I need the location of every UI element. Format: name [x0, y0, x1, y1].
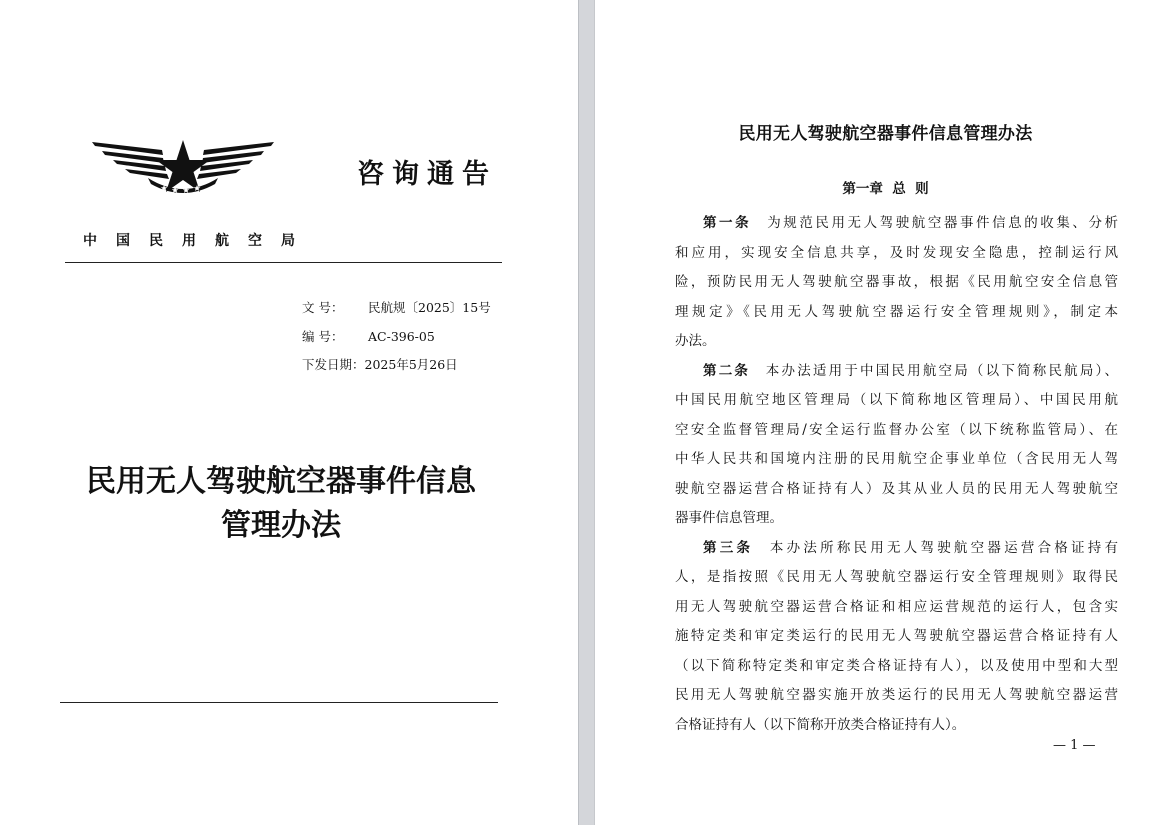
body-page — [595, 0, 1176, 825]
article-line — [675, 327, 1118, 357]
article-line — [675, 711, 1118, 741]
article-line — [675, 386, 1118, 416]
article-line — [675, 622, 1118, 652]
article-text: 驶航空器运营合格证持有人）及其从业人员的民用无人驾驶航空 — [675, 480, 1118, 497]
article-line — [675, 563, 1118, 593]
article-text: 和应用，实现安全信息共享，及时发现安全隐患，控制运行风 — [675, 244, 1118, 261]
caac-emblem-icon — [90, 138, 276, 196]
document-title-line: 管理办法 — [221, 508, 341, 543]
article-text: 合格证持有人（以下简称开放类合格证持有人）。 — [675, 716, 966, 733]
article-line — [675, 534, 1118, 564]
article-label: 第一条 — [703, 215, 752, 231]
article-paragraph — [675, 209, 1118, 357]
article-line — [675, 416, 1118, 446]
document-title-line: 民用无人驾驶航空器事件信息 — [86, 464, 476, 499]
doc-number-value: 民航规〔2025〕15号 — [368, 300, 491, 315]
article-line — [675, 445, 1118, 475]
article-line — [675, 652, 1118, 682]
page-gutter — [578, 0, 595, 825]
article-line — [675, 357, 1118, 387]
article-text: （以下简称特定类和审定类合格证持有人），以及使用中型和大型 — [675, 657, 1118, 674]
issuer-name: 中国民用航空局 — [83, 233, 314, 249]
article-line — [675, 475, 1118, 505]
article-line — [675, 681, 1118, 711]
article-line — [675, 239, 1118, 269]
issue-date-value: 2025年5月26日 — [364, 357, 458, 372]
article-line — [675, 504, 1118, 534]
article-paragraph — [675, 534, 1118, 741]
issue-date-label: 下发日期： — [302, 357, 365, 372]
divider-line — [60, 702, 498, 703]
article-text: 人，是指按照《民用无人驾驶航空器运行安全管理规则》取得民 — [675, 569, 1118, 585]
article-text: 空安全监督管理局/安全运行监督办公室（以下统称监管局）、在 — [675, 421, 1118, 438]
serial-number-row — [302, 323, 491, 352]
article-text: 险，预防民用无人驾驶航空器事故，根据《民用航空安全信息管 — [675, 274, 1118, 290]
article-label: 第二条 — [703, 362, 751, 379]
article-list — [675, 209, 1118, 740]
article-text: 本办法所称民用无人驾驶航空器运营合格证持有 — [766, 539, 1118, 556]
issue-date-row — [302, 351, 491, 380]
article-text: 民用无人驾驶航空器实施开放类运行的民用无人驾驶航空器运营 — [675, 687, 1118, 703]
article-text: 中华人民共和国境内注册的民用航空企事业单位（含民用无人驾 — [675, 451, 1118, 467]
article-paragraph — [675, 357, 1118, 534]
article-text: 用无人驾驶航空器运营合格证和相应运营规范的运行人，包含实 — [675, 598, 1118, 615]
cover-page — [0, 0, 578, 825]
article-line — [675, 298, 1118, 328]
article-line — [675, 268, 1118, 298]
article-line — [675, 593, 1118, 623]
notice-type-heading: 咨询通告 — [357, 159, 497, 190]
chapter-heading: 第一章 总 则 — [842, 181, 929, 197]
page-number: — 1 — — [1053, 738, 1096, 753]
serial-number-value: AC-396-05 — [368, 328, 435, 344]
document-metadata — [302, 294, 491, 380]
article-text: 施特定类和审定类运行的民用无人驾驶航空器运营合格证持有人 — [675, 628, 1118, 644]
document-title — [60, 460, 502, 548]
body-title: 民用无人驾驶航空器事件信息管理办法 — [738, 124, 1033, 144]
doc-number-row — [302, 294, 491, 323]
article-text: 本办法适用于中国民用航空局（以下简称民航局）、 — [763, 362, 1119, 379]
article-text: 办法。 — [675, 333, 716, 349]
doc-number-label: 文 号： — [302, 300, 344, 315]
article-text: 为规范民用无人驾驶航空器事件信息的收集、分析 — [764, 215, 1119, 231]
divider-line — [65, 262, 502, 263]
article-text: 器事件信息管理。 — [675, 510, 783, 526]
serial-number-label: 编 号： — [302, 328, 344, 344]
article-text: 理规定》《民用无人驾驶航空器运行安全管理规则》，制定本 — [675, 303, 1118, 320]
article-text: 中国民用航空地区管理局（以下简称地区管理局）、中国民用航 — [675, 392, 1118, 408]
article-label: 第三条 — [703, 539, 754, 556]
article-line — [675, 209, 1118, 239]
